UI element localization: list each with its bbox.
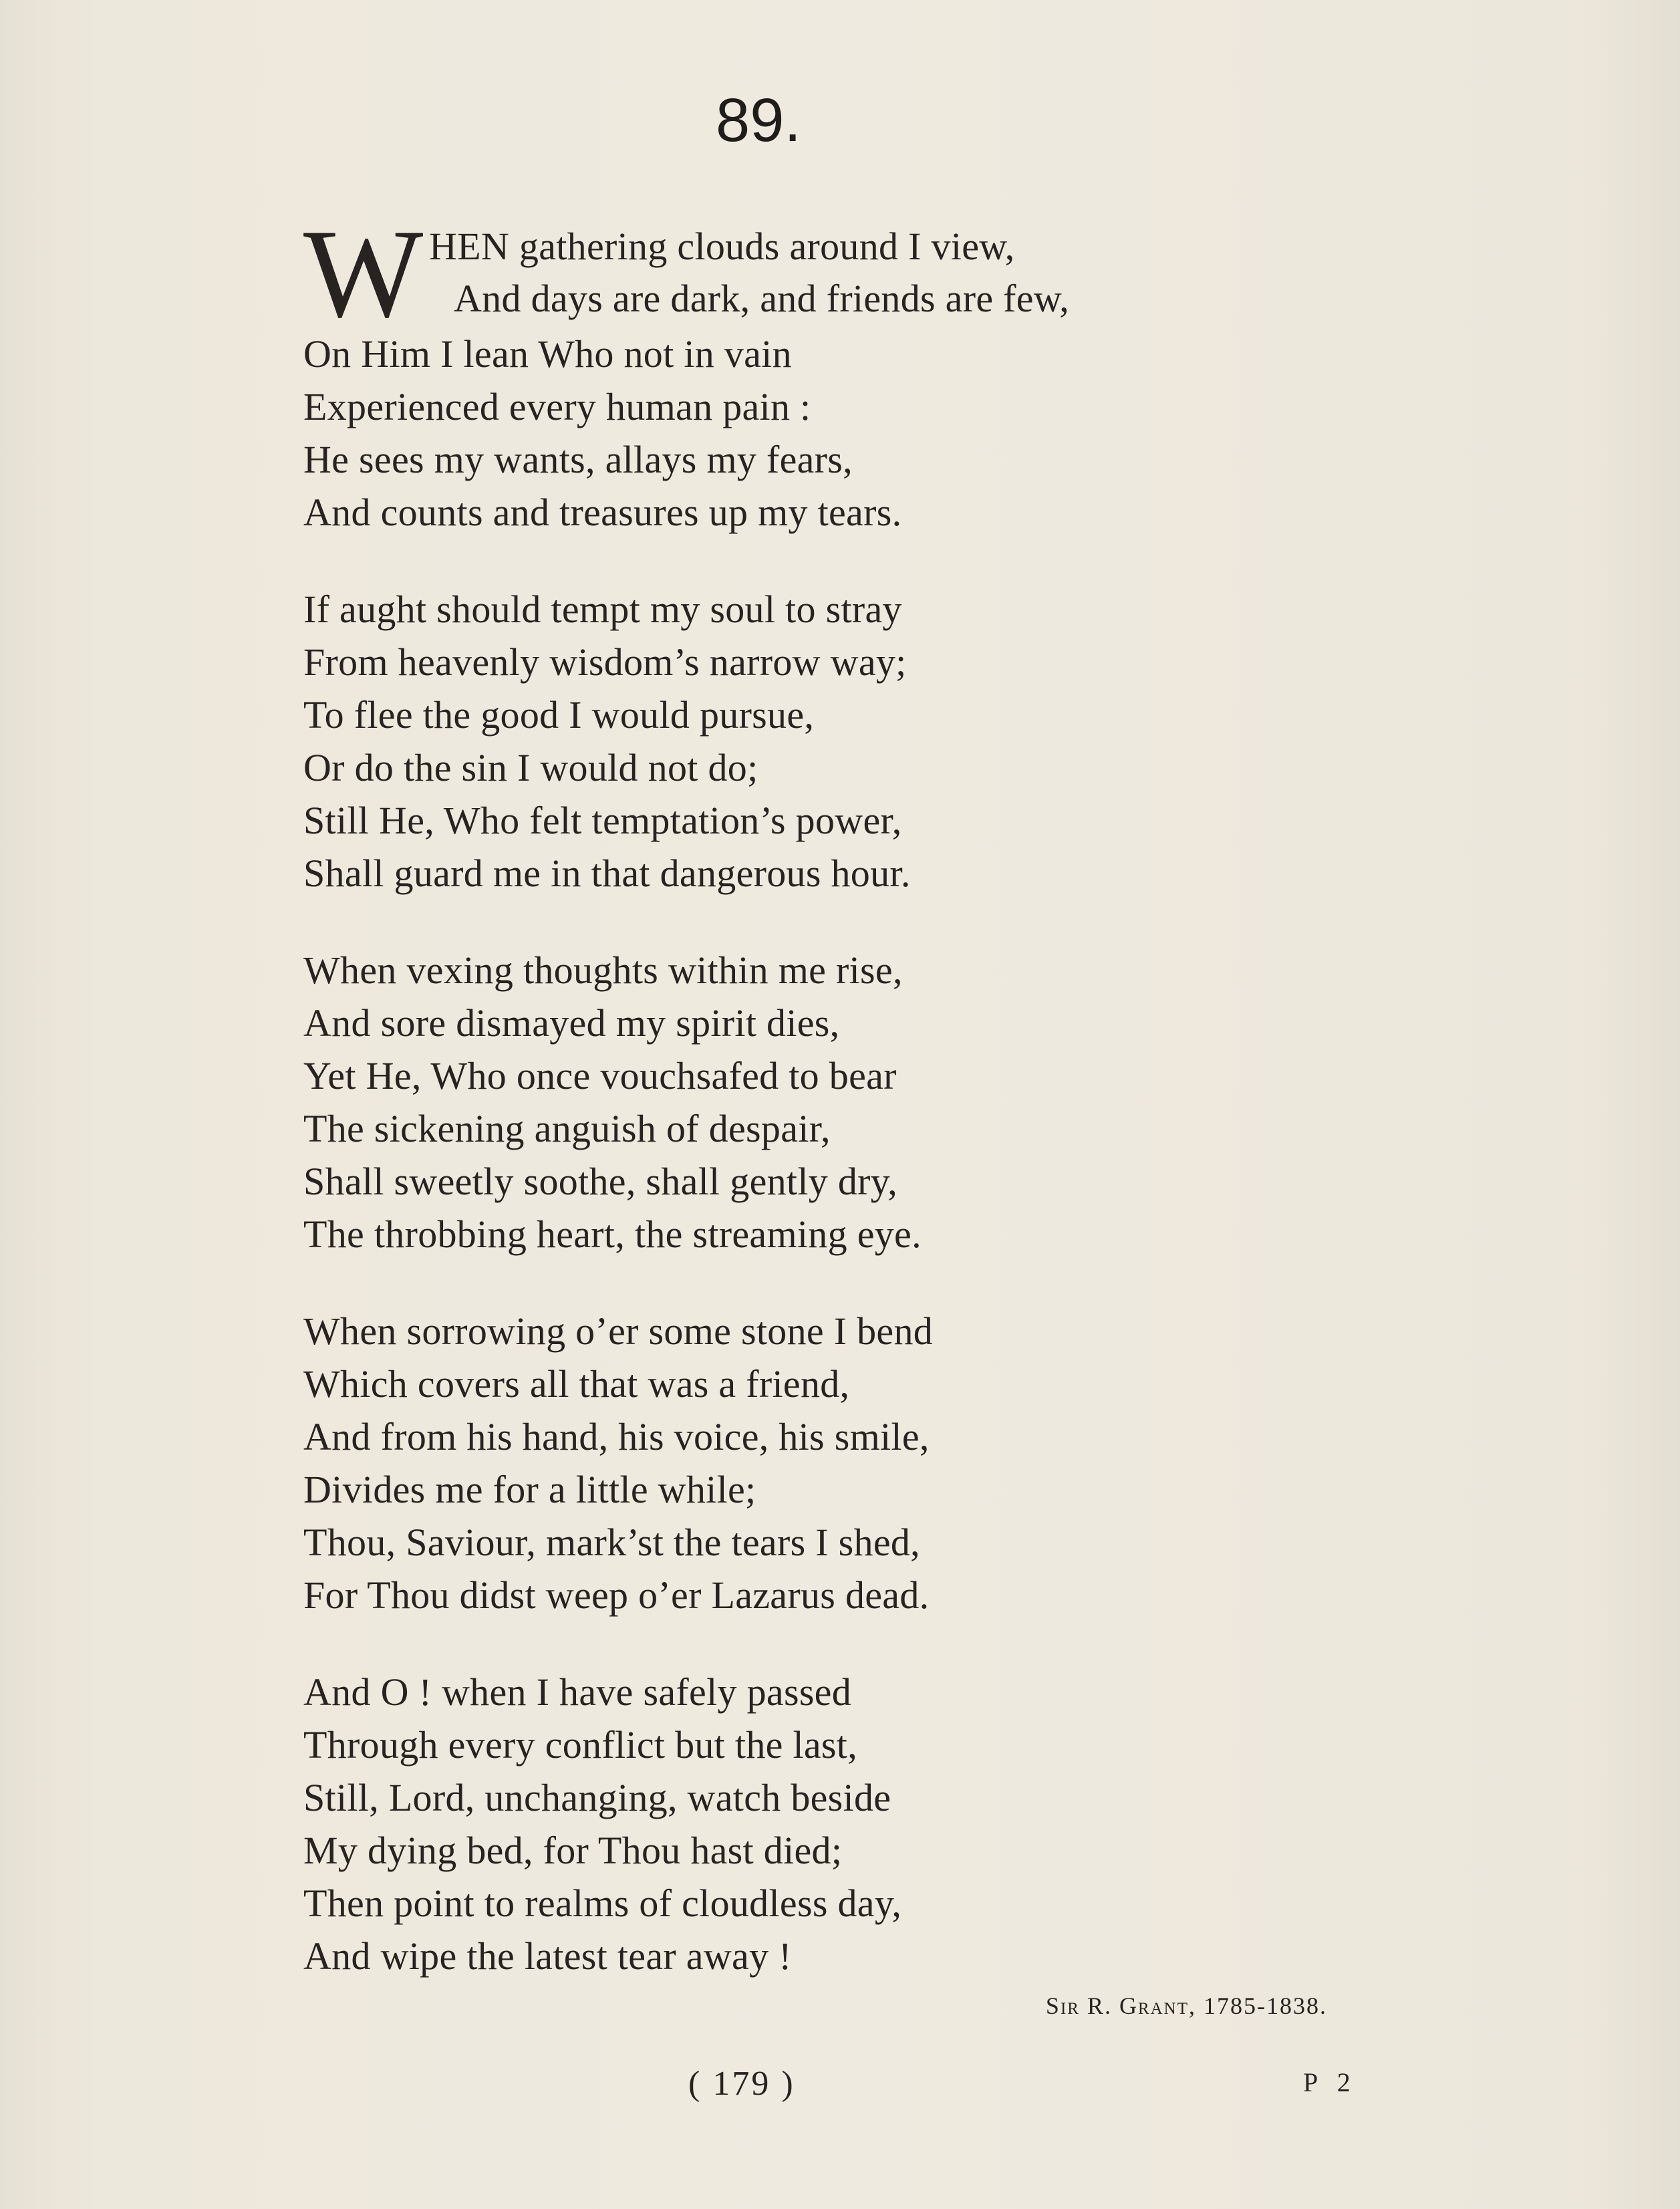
verse-line: To flee the good I would pursue,: [303, 693, 815, 737]
verse-line: Which covers all that was a friend,: [303, 1362, 850, 1406]
verse-line: He sees my wants, allays my fears,: [303, 438, 853, 481]
page-number: ( 179 ): [688, 2065, 795, 2103]
verse-line: And sore dismayed my spirit dies,: [303, 1001, 840, 1045]
verse-line: And counts and treasures up my tears.: [303, 491, 902, 534]
stanza: [303, 1666, 1346, 1982]
verse-line: Or do the sin I would not do;: [303, 746, 758, 789]
verse-line: Thou, Saviour, mark’st the tears I shed,: [303, 1521, 920, 1564]
verse-line: Still He, Who felt temptation’s power,: [303, 799, 902, 842]
verse-line: Divides me for a little while;: [303, 1468, 756, 1511]
verse-line: Yet He, Who once vouchsafed to bear: [303, 1054, 897, 1097]
hymn-number: 89.: [716, 86, 801, 154]
stanza: [303, 583, 1346, 900]
verse-line: The throbbing heart, the streaming eye.: [303, 1212, 922, 1256]
verse-line: Shall guard me in that dangerous hour.: [303, 852, 911, 895]
verse-line: On Him I lean Who not in vain: [303, 332, 792, 376]
verse-line: When vexing thoughts within me rise,: [303, 948, 903, 992]
verse-line: And from his hand, his voice, his smile,: [303, 1415, 930, 1458]
stanza: [303, 1305, 1346, 1621]
verse-line: And wipe the latest tear away !: [303, 1934, 792, 1978]
stanza: [303, 204, 1346, 539]
hymn-text: [303, 204, 1346, 1982]
signature-mark: P 2: [1303, 2067, 1357, 2097]
stanza: [303, 944, 1346, 1261]
verse-line: If aught should tempt my soul to stray: [303, 588, 902, 631]
verse-line: And O ! when I have safely passed: [303, 1670, 852, 1714]
verse-line: Still, Lord, unchanging, watch beside: [303, 1776, 891, 1819]
verse-line: From heavenly wisdom’s narrow way;: [303, 640, 907, 684]
verse-line: And days are dark, and friends are few,: [454, 277, 1070, 320]
verse-line: Then point to realms of cloudless day,: [303, 1881, 902, 1925]
verse-line: The sickening anguish of despair,: [303, 1107, 831, 1150]
opening-lines: [303, 204, 1346, 344]
verse-line: For Thou didst weep o’er Lazarus dead.: [303, 1573, 930, 1617]
verse-line: Experienced every human pain :: [303, 385, 811, 428]
verse-line: HEN gathering clouds around I view,: [429, 225, 1015, 268]
author-attribution: Sir R. Grant, 1785-1838.: [1045, 1992, 1327, 2019]
verse-line: When sorrowing o’er some stone I bend: [303, 1309, 934, 1353]
verse-line: My dying bed, for Thou hast died;: [303, 1829, 843, 1872]
verse-line: Shall sweetly soothe, shall gently dry,: [303, 1160, 898, 1203]
verse-line: Through every conflict but the last,: [303, 1723, 858, 1767]
drop-cap: W: [303, 204, 424, 344]
